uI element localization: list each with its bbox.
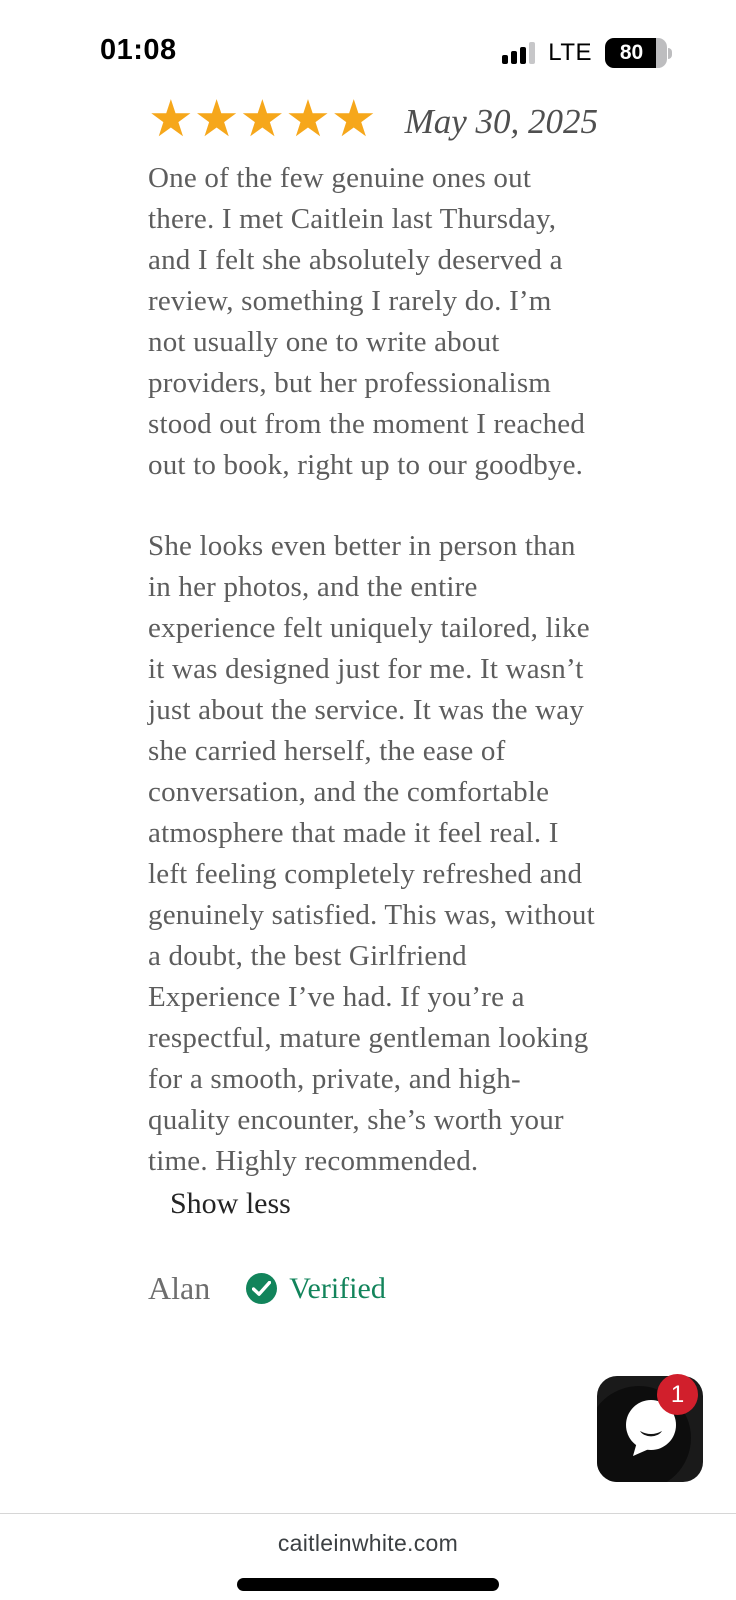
browser-bottom-bar [0, 1513, 736, 1600]
reviewer-row [148, 1270, 596, 1307]
reviewer-name: Alan [148, 1270, 211, 1306]
status-time: 01:08 [100, 34, 177, 66]
home-indicator[interactable] [237, 1578, 499, 1591]
verified-badge [246, 1272, 386, 1306]
battery-icon [605, 38, 672, 68]
status-icons [502, 38, 672, 68]
star-rating: ★★★★★ [148, 90, 377, 149]
chat-unread-badge: 1 [657, 1374, 698, 1415]
verified-label: Verified [289, 1271, 386, 1305]
review-date: May 30, 2025 [404, 102, 599, 141]
network-type-label: LTE [548, 39, 592, 66]
review-paragraph: One of the few genuine ones out there. I met Caitlein last Thursday, and I felt she absolutely deserved a review, something I rarely do. I’m not usually one to write about providers, but her professionalism stood out from the moment I reached out to book, right up to our goodbye. [148, 162, 586, 481]
verified-check-icon [246, 1273, 277, 1304]
rating-row [148, 90, 599, 149]
show-less-link[interactable]: Show less [170, 1187, 291, 1220]
review-body [148, 158, 596, 1307]
chat-widget-button[interactable] [597, 1376, 703, 1482]
cellular-signal-icon [502, 42, 535, 64]
battery-percent: 80 [619, 41, 644, 64]
url-bar[interactable]: caitleinwhite.com [277, 1530, 459, 1556]
status-bar [0, 0, 736, 80]
review-paragraph: She looks even better in person than in her photos, and the entire experience felt uniquely tailored, like it was designed just for me. It wasn’t just about the service. It was the way she carried herself, the ease of conversation, and the comfortable atmosphere that made it feel real. I left feeling completely refreshed and genuinely satisfied. This was, without a doubt, the best Girlfriend Experience I’ve had. If you’re a respectful, mature gentleman looking for a smooth, private, and high-quality encounter, she’s worth your time. Highly recommended. [148, 530, 595, 1177]
